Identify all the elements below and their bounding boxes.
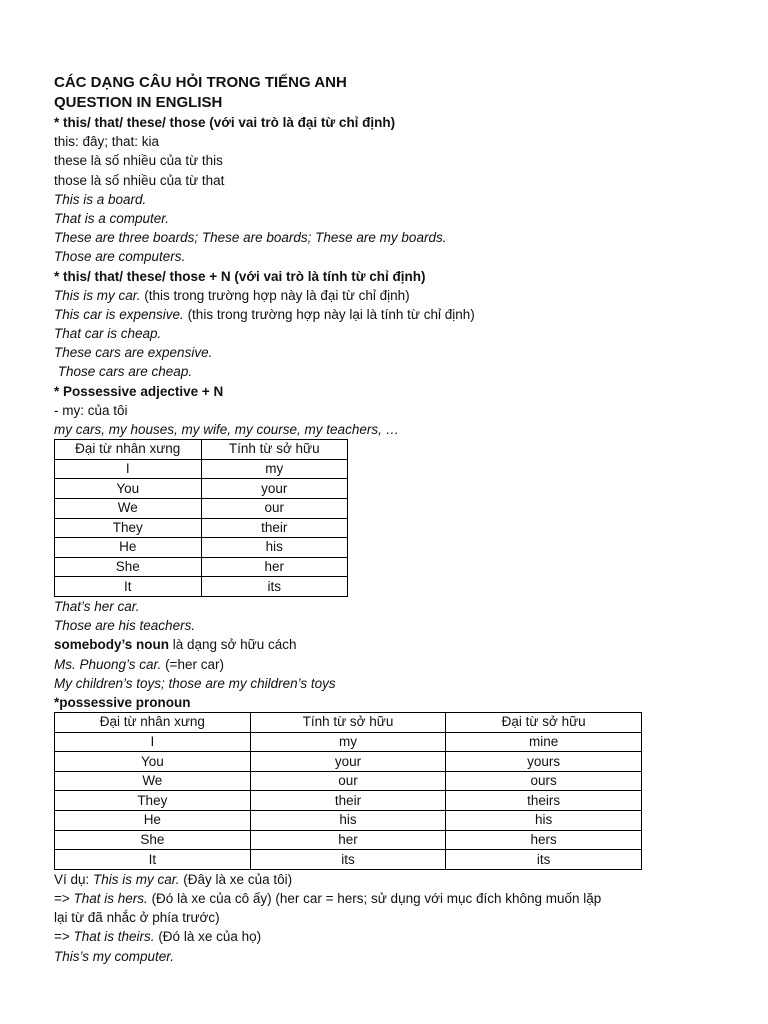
table-cell: my — [250, 732, 446, 752]
table-header-cell: Đại từ sở hữu — [446, 713, 642, 733]
table-row — [55, 518, 348, 538]
possessive-pronoun-table — [54, 712, 642, 870]
text-line: those là số nhiều của từ that — [54, 172, 225, 188]
table-cell: She — [55, 557, 202, 577]
table-cell: our — [201, 498, 348, 518]
table-row — [55, 557, 348, 577]
example-line: Those are his teachers. — [54, 618, 196, 634]
example-line — [54, 655, 654, 674]
table-row — [55, 577, 348, 597]
example-prefix: => — [54, 929, 74, 945]
table-cell: his — [201, 538, 348, 558]
example-note: (this trong trường hợp này là đại từ chỉ định) — [140, 287, 410, 303]
example-text: That is hers. — [73, 891, 148, 906]
table-cell: his — [250, 811, 446, 831]
table-row — [55, 498, 348, 518]
table-cell: its — [201, 577, 348, 597]
table-cell: my — [201, 459, 348, 479]
table-row — [55, 811, 642, 831]
table-cell: You — [55, 479, 202, 499]
table-cell: I — [55, 459, 202, 479]
table-cell: our — [250, 771, 446, 791]
example-line: Those are computers. — [54, 249, 186, 265]
table-cell: She — [55, 830, 251, 850]
text-line: - my: của tôi — [54, 402, 128, 418]
example-line: These are three boards; These are boards; These are my boards. — [54, 230, 447, 246]
example-line: Those cars are cheap. — [54, 364, 193, 380]
table-header-cell: Tính từ sở hữu — [201, 440, 348, 460]
table-cell: He — [55, 538, 202, 558]
title-vietnamese: CÁC DẠNG CÂU HỎI TRONG TIẾNG ANH — [54, 74, 347, 91]
example-prefix: Ví dụ: — [54, 871, 94, 887]
document-content — [54, 73, 654, 966]
table-cell: hers — [446, 830, 642, 850]
example-note: (Đây là xe của tôi) — [179, 871, 293, 887]
example-line: my cars, my houses, my wife, my course, my teachers, … — [54, 422, 400, 437]
example-line: This’s my computer. — [54, 948, 175, 964]
example-line: That’s her car. — [54, 598, 140, 614]
text-line — [54, 635, 654, 654]
example-line: My children’s toys; those are my children’s toys — [54, 675, 336, 691]
table-cell: It — [55, 850, 251, 870]
table-cell: ours — [446, 771, 642, 791]
example-prefix: => — [54, 891, 74, 906]
table-cell: yours — [446, 752, 642, 772]
table-row — [55, 850, 642, 870]
table-cell: its — [446, 850, 642, 870]
table-cell: your — [250, 752, 446, 772]
example-note: (=her car) — [161, 656, 224, 672]
table-header-cell: Đại từ nhân xưng — [55, 440, 202, 460]
possessive-adjective-table — [54, 439, 348, 597]
table-header-row — [55, 440, 348, 460]
table-cell: I — [55, 732, 251, 752]
text-line: these là số nhiều của từ this — [54, 153, 223, 169]
table-cell: It — [55, 577, 202, 597]
table-row — [55, 479, 348, 499]
table-header-cell: Tính từ sở hữu — [250, 713, 446, 733]
section3-heading: * Possessive adjective + N — [54, 383, 224, 399]
table-row — [55, 791, 642, 811]
example-text: Ms. Phuong’s car. — [54, 656, 162, 672]
table-cell: their — [201, 518, 348, 538]
table-row — [55, 771, 642, 791]
example-text: This is my car. — [93, 871, 180, 887]
example-note: (Đó là xe của họ) — [154, 929, 262, 945]
table-cell: They — [55, 518, 202, 538]
table-cell: We — [55, 771, 251, 791]
example-line — [54, 870, 654, 889]
example-line: That is a computer. — [54, 210, 170, 226]
example-text: This car is expensive. — [54, 306, 184, 322]
table-cell: theirs — [446, 791, 642, 811]
table-cell: You — [55, 752, 251, 772]
example-line — [54, 305, 654, 324]
table-cell: its — [250, 850, 446, 870]
bold-term: somebody’s noun — [54, 637, 170, 653]
table-cell: He — [55, 811, 251, 831]
text-line: this: đây; that: kia — [54, 134, 160, 150]
table-row — [55, 830, 642, 850]
section2-heading: * this/ that/ these/ those + N (với vai trò là tính từ chỉ định) — [54, 268, 426, 284]
table-cell: mine — [446, 732, 642, 752]
table-row — [55, 459, 348, 479]
example-line: That car is cheap. — [54, 326, 162, 342]
example-line — [54, 927, 654, 946]
example-note: (this trong trường hợp này lại là tính từ chỉ định) — [183, 306, 475, 322]
example-line: These cars are expensive. — [54, 345, 213, 361]
table-cell: their — [250, 791, 446, 811]
table-header-cell: Đại từ nhân xưng — [55, 713, 251, 733]
table-cell: They — [55, 791, 251, 811]
example-note: (Đó là xe của cô ấy) (her car = hers; sử dụng với mục đích không muốn lặp lại từ đã nhắc ở phía trước) — [54, 891, 602, 926]
example-line — [54, 286, 654, 305]
section4-heading: *possessive pronoun — [54, 694, 191, 710]
title-english: QUESTION IN ENGLISH — [54, 94, 223, 111]
example-line: This is a board. — [54, 191, 147, 207]
table-cell: her — [250, 830, 446, 850]
table-cell: your — [201, 479, 348, 499]
table-cell: his — [446, 811, 642, 831]
table-row — [55, 538, 348, 558]
table-header-row — [55, 713, 642, 733]
example-text: That is theirs. — [73, 929, 155, 945]
table-cell: her — [201, 557, 348, 577]
example-line — [54, 889, 614, 927]
section1-heading: * this/ that/ these/ those (với vai trò là đại từ chỉ định) — [54, 115, 396, 130]
table-cell: We — [55, 498, 202, 518]
example-text: This is my car. — [54, 287, 141, 303]
table-row — [55, 732, 642, 752]
term-description: là dạng sở hữu cách — [169, 637, 297, 653]
table-row — [55, 752, 642, 772]
